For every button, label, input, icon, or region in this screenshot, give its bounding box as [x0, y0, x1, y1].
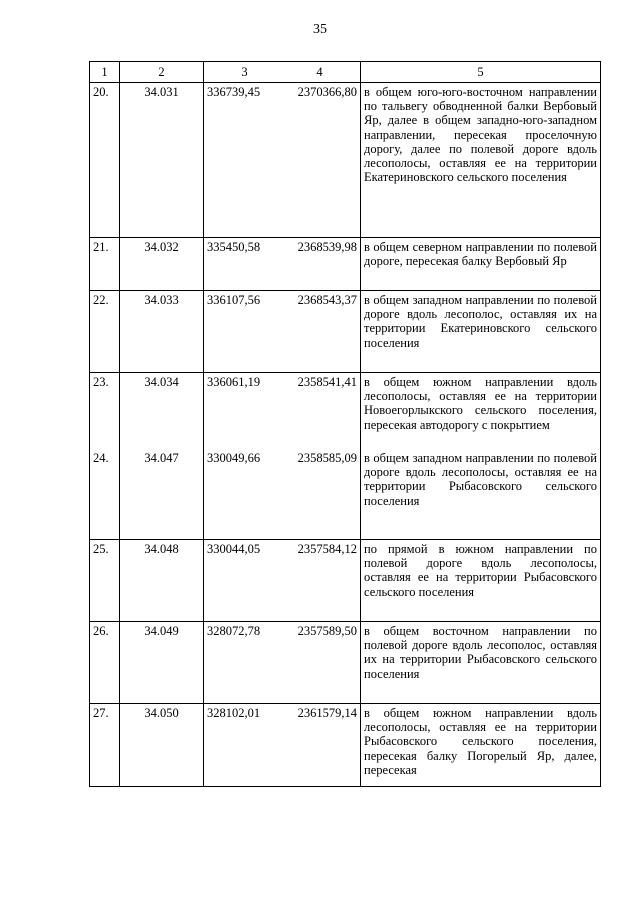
coord-x: 330044,05 — [207, 542, 261, 556]
coordinates — [204, 622, 361, 704]
table-row — [90, 83, 601, 238]
coord-x: 335450,58 — [207, 240, 261, 254]
coord-y: 2357589,50 — [297, 624, 357, 638]
coordinates — [204, 449, 361, 540]
boundary-description: в общем западном направлении по полевой дороге вдоль лесополосы, оставляя ее на территории Рыбасовского сельского поселения — [361, 449, 601, 540]
coord-x: 328072,78 — [207, 624, 261, 638]
coord-x: 330049,66 — [207, 451, 261, 465]
coord-x: 328102,01 — [207, 706, 261, 720]
coord-x: 336739,45 — [207, 85, 261, 99]
boundary-description: в общем южном направлении вдоль лесополосы, оставляя ее на территории Рыбасовского сельского поселения, пересекая балку Погорелый Яр, далее, пересекая — [361, 704, 601, 787]
header-col-3: 3 — [241, 64, 248, 79]
row-number: 27. — [90, 704, 120, 787]
boundary-description: в общем южном направлении вдоль лесополосы, оставляя ее на территории Новоегорлыкского сельского поселения, пересекая автодорогу с покрытием — [361, 373, 601, 450]
table-row — [90, 238, 601, 291]
point-code: 34.034 — [120, 373, 204, 450]
row-number: 20. — [90, 83, 120, 238]
coord-y: 2358541,41 — [297, 375, 357, 389]
row-number: 24. — [90, 449, 120, 540]
coord-x: 336061,19 — [207, 375, 261, 389]
table-header-row — [90, 62, 601, 83]
point-code: 34.050 — [120, 704, 204, 787]
coord-y: 2358585,09 — [297, 451, 357, 465]
coordinates — [204, 291, 361, 373]
coord-y: 2361579,14 — [297, 706, 357, 720]
table-row — [90, 540, 601, 622]
coordinates — [204, 540, 361, 622]
row-number: 25. — [90, 540, 120, 622]
boundary-description: в общем юго-юго-восточном направлении по тальвегу обводненной балки Вербовый Яр, далее в общем западно-юго-западном направлении, пересекая проселочную дорогу, далее по полевой дороге вдоль лесополосы, оставляя ее на территории Екатериновского сельского поселения — [361, 83, 601, 238]
row-number: 22. — [90, 291, 120, 373]
boundary-description: в общем северном направлении по полевой дороге, пересекая балку Вербовый Яр — [361, 238, 601, 291]
coordinates — [204, 238, 361, 291]
point-code: 34.047 — [120, 449, 204, 540]
row-number: 21. — [90, 238, 120, 291]
coord-x: 336107,56 — [207, 293, 261, 307]
coord-y: 2370366,80 — [297, 85, 357, 99]
point-code: 34.032 — [120, 238, 204, 291]
coordinates — [204, 704, 361, 787]
header-col-3-4 — [204, 62, 361, 83]
table-row — [90, 622, 601, 704]
table-row — [90, 704, 601, 787]
coordinates — [204, 373, 361, 450]
page-number: 35 — [313, 22, 327, 37]
point-code: 34.033 — [120, 291, 204, 373]
coordinates — [204, 83, 361, 238]
point-code: 34.048 — [120, 540, 204, 622]
coord-y: 2368539,98 — [297, 240, 357, 254]
point-code: 34.049 — [120, 622, 204, 704]
table-row — [90, 449, 601, 540]
boundary-description: в общем западном направлении по полевой дороге вдоль лесополос, оставляя их на территории Екатериновского сельского поселения — [361, 291, 601, 373]
coord-y: 2368543,37 — [297, 293, 357, 307]
header-col-4: 4 — [316, 64, 323, 79]
boundary-description: по прямой в южном направлении по полевой дороге вдоль лесополосы, оставляя ее на территории Рыбасовского сельского поселения — [361, 540, 601, 622]
header-col-1: 1 — [90, 62, 120, 83]
header-col-2: 2 — [120, 62, 204, 83]
coord-y: 2357584,12 — [297, 542, 357, 556]
boundary-table — [89, 61, 601, 787]
table-row — [90, 291, 601, 373]
point-code: 34.031 — [120, 83, 204, 238]
row-number: 26. — [90, 622, 120, 704]
header-col-5: 5 — [361, 62, 601, 83]
row-number: 23. — [90, 373, 120, 450]
table-row — [90, 373, 601, 450]
boundary-description: в общем восточном направлении по полевой дороге вдоль лесополос, оставляя их на территории Рыбасовского сельского поселения — [361, 622, 601, 704]
